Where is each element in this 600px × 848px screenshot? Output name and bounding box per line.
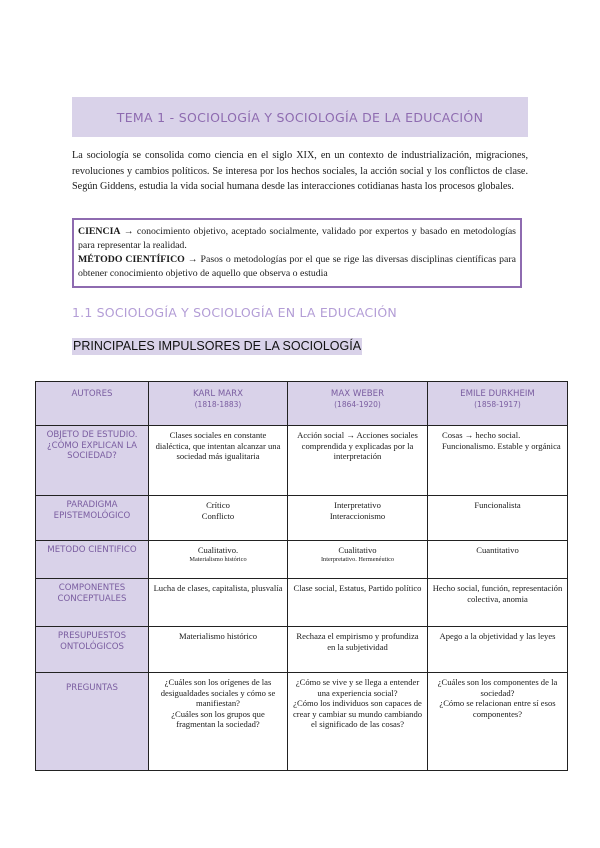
- cell-metodo-weber: [288, 541, 428, 579]
- row-label-preguntas: PREGUNTAS: [36, 673, 149, 771]
- definition-metodo: [78, 253, 520, 281]
- cell-presupuestos-durkheim: Apego a la objetividad y las leyes: [428, 627, 568, 673]
- table-row: [36, 673, 568, 771]
- header-authors: AUTORES: [36, 382, 149, 426]
- definitions-box: [72, 218, 522, 288]
- table-row: [36, 579, 568, 627]
- metodo-marx-small: Materialismo histórico: [189, 555, 247, 563]
- header-marx: [149, 382, 288, 426]
- header-durkheim-years: (1858-1917): [474, 399, 521, 409]
- metodo-weber-small: Interpretativo. Hermenéutico: [320, 555, 395, 563]
- table-row: [36, 627, 568, 673]
- paradigma-marx-line1: Crítico: [206, 500, 230, 510]
- subsection-title: PRINCIPALES IMPULSORES DE LA SOCIOLOGÍA: [73, 339, 362, 353]
- header-weber: [288, 382, 428, 426]
- definition-metodo-term: MÉTODO CIENTÍFICO: [78, 254, 185, 265]
- page-title: TEMA 1 - SOCIOLOGÍA Y SOCIOLOGÍA DE LA EDUCACIÓN: [116, 109, 484, 125]
- preguntas-marx-1: ¿Cuáles son los orígenes de las desigualdades sociales y cómo se manifiestan?: [160, 677, 276, 708]
- cell-metodo-durkheim: Cuantitativo: [428, 541, 568, 579]
- definition-ciencia-term: CIENCIA: [78, 226, 121, 237]
- title-banner: [72, 97, 528, 137]
- header-weber-years: (1864-1920): [334, 399, 381, 409]
- row-label-presupuestos: PRESUPUESTOS ONTOLÓGICOS: [36, 627, 149, 673]
- section-title: 1.1 SOCIOLOGÍA Y SOCIOLOGÍA EN LA EDUCACIÓN: [72, 305, 397, 320]
- header-durkheim-name: EMILE DURKHEIM: [460, 389, 535, 399]
- cell-preguntas-durkheim: [428, 673, 568, 771]
- preguntas-weber-2: ¿Cómo los individuos son capaces de crear y cambiar su mundo cambiando el significado de las cosas?: [292, 698, 423, 729]
- preguntas-durkheim-2: ¿Cómo se relacionan entre sí esos componentes?: [439, 698, 556, 719]
- cell-componentes-weber: Clase social, Estatus, Partido político: [288, 579, 428, 627]
- cell-presupuestos-marx: Materialismo histórico: [149, 627, 288, 673]
- cell-paradigma-weber: [288, 496, 428, 541]
- paradigma-weber-line1: Interpretativo: [334, 500, 381, 510]
- header-marx-years: (1818-1883): [194, 399, 242, 409]
- row-label-paradigma: PARADIGMA EPISTEMOLÓGICO: [36, 496, 149, 541]
- cell-presupuestos-weber: Rechaza el empirismo y profundiza en la subjetividad: [288, 627, 428, 673]
- header-marx-name: KARL MARX: [192, 389, 243, 399]
- cell-componentes-marx: Lucha de clases, capitalista, plusvalía: [149, 579, 288, 627]
- paradigma-marx-line2: Conflicto: [201, 510, 235, 521]
- table-header-row: [36, 382, 568, 426]
- header-durkheim: [428, 382, 568, 426]
- cell-metodo-marx: [149, 541, 288, 579]
- metodo-weber-main: Cualitativo: [338, 545, 377, 555]
- cell-preguntas-marx: [149, 673, 288, 771]
- metodo-marx-main: Cualitativo.: [197, 545, 239, 555]
- table-row: [36, 541, 568, 579]
- paradigma-weber-line2: Interaccionismo: [329, 510, 386, 521]
- row-label-componentes: COMPONENTES CONCEPTUALES: [36, 579, 149, 627]
- definition-metodo-text: → Pasos o metodologías por el que se rige las diversas disciplinas científicas para obtener conocimiento objetivo de aquello que observa o estudia: [78, 254, 516, 279]
- cell-paradigma-marx: [149, 496, 288, 541]
- preguntas-marx-2: ¿Cuáles son los grupos que fragmentan la sociedad?: [171, 708, 265, 729]
- cell-componentes-durkheim: Hecho social, función, representación colectiva, anomia: [428, 579, 568, 627]
- header-weber-name: MAX WEBER: [330, 389, 385, 399]
- preguntas-weber-1: ¿Cómo se vive y se llega a entender una experiencia social?: [295, 677, 420, 698]
- cell-paradigma-durkheim: Funcionalista: [428, 496, 568, 541]
- sociology-authors-table: [35, 381, 568, 771]
- cell-objeto-durkheim: Cosas → hecho social. Funcionalismo. Estable y orgánica: [428, 426, 568, 496]
- preguntas-durkheim-1: ¿Cuáles son los componentes de la sociedad?: [437, 677, 558, 698]
- cell-preguntas-weber: [288, 673, 428, 771]
- row-label-objeto: OBJETO DE ESTUDIO. ¿CÓMO EXPLICAN LA SOCIEDAD?: [36, 426, 149, 496]
- row-label-metodo: METODO CIENTIFICO: [36, 541, 149, 579]
- table-row: [36, 496, 568, 541]
- intro-paragraph: La sociología se consolida como ciencia en el siglo XIX, en un contexto de industrialización, migraciones, revoluciones y cambios políticos. Se interesa por los hechos sociales, la acción social y los conflictos de clase. Según Giddens, estudia la vida social humana desde las interacciones cotidianas hasta los procesos globales.: [72, 150, 528, 192]
- definition-ciencia-text: → conocimiento objetivo, aceptado socialmente, validado por expertos y basado en metodologías para representar la realidad.: [78, 226, 516, 251]
- definition-ciencia: [78, 225, 520, 253]
- cell-objeto-marx: Clases sociales en constante dialéctica, que intentan alcanzar una sociedad más igualitaria: [149, 426, 288, 496]
- table-row: [36, 426, 568, 496]
- cell-objeto-weber: Acción social → Acciones sociales comprendida y explicadas por la interpretación: [288, 426, 428, 496]
